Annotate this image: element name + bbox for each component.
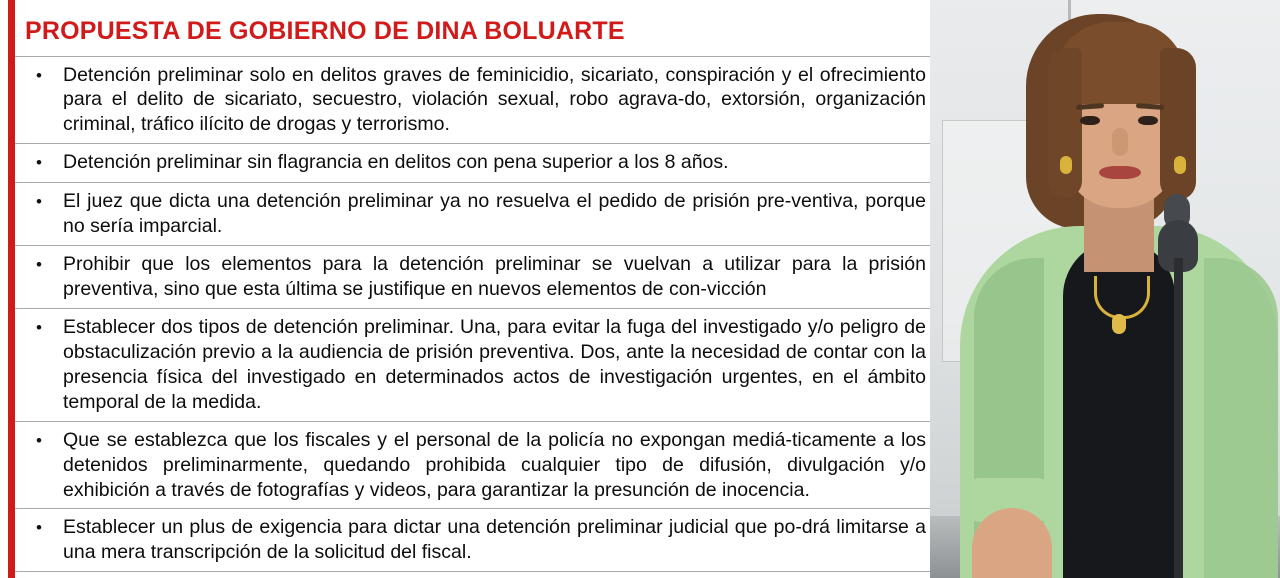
mouth [1099,166,1141,179]
bullet-icon: • [36,317,42,337]
list-item [15,56,930,144]
microphone-stand [1174,258,1183,578]
list-item-text: Prohibir que los elementos para la detención preliminar se vuelvan a utilizar para la prisión preventiva, sino que esta última se justifique en nuevos elementos de con-vicción [63,252,926,300]
list-item [15,308,930,421]
hair-left [1048,48,1082,198]
list-item [15,421,930,509]
bullet-icon: • [36,430,42,450]
list-item-text: Detención preliminar solo en delitos graves de feminicidio, sicariato, conspiración y el ofrecimiento para el delito de sicariato, secuestro, violación sexual, robo agrava-do, extorsión, organización criminal, tráfico ilícito de drogas y terrorismo. [63,63,926,136]
proposals-list [15,56,930,573]
list-item-text: Detención preliminar sin flagrancia en delitos con pena superior a los 8 años. [63,151,729,174]
list-item [15,508,930,572]
necklace-pendant [1112,314,1126,334]
nose [1112,128,1128,156]
left-accent-rule [8,0,15,578]
hand [972,508,1052,578]
eye-left [1080,116,1100,125]
portrait-photo [930,0,1280,578]
list-item-text: Que se establezca que los fiscales y el personal de la policía no expongan mediá-ticamente a los detenidos preliminarmente, quedando prohibida cualquier tipo de difusión, divulgación y/o exhibición a través de fotografías y videos, para garantizar la presunción de inocencia. [63,428,926,501]
eye-right [1138,116,1158,125]
bullet-icon: • [36,153,42,173]
bullet-icon: • [36,254,42,274]
list-item-text: El juez que dicta una detención preliminar ya no resuelva el pedido de prisión pre-ventiva, porque no sería imparcial. [63,190,926,237]
page-title: PROPUESTA DE GOBIERNO DE DINA BOLUARTE [25,17,625,45]
bullet-icon: • [36,192,42,211]
bullet-icon: • [36,518,42,538]
text-content-panel [15,0,930,578]
person-figure [968,8,1268,578]
earring-right [1174,156,1186,174]
list-item [15,143,930,182]
hair-right [1160,48,1196,200]
bullet-icon: • [36,65,42,85]
list-item-text: Establecer un plus de exigencia para dictar una detención preliminar judicial que po-drá limitarse a una mera transcripción de la solicitud del fiscal. [63,516,926,564]
jacket-right-shadow [1204,258,1278,578]
list-item [15,182,930,245]
earring-left [1060,156,1072,174]
list-item-text: Establecer dos tipos de detención preliminar. Una, para evitar la fuga del investigado y/o peligro de obstaculización previo a la audiencia de prisión preventiva. Dos, ante la necesidad de contar con la presencia física del investigado en determinados actos de investigación urgentes, en el ámbito temporal de la medida. [63,315,926,413]
list-item [15,245,930,308]
